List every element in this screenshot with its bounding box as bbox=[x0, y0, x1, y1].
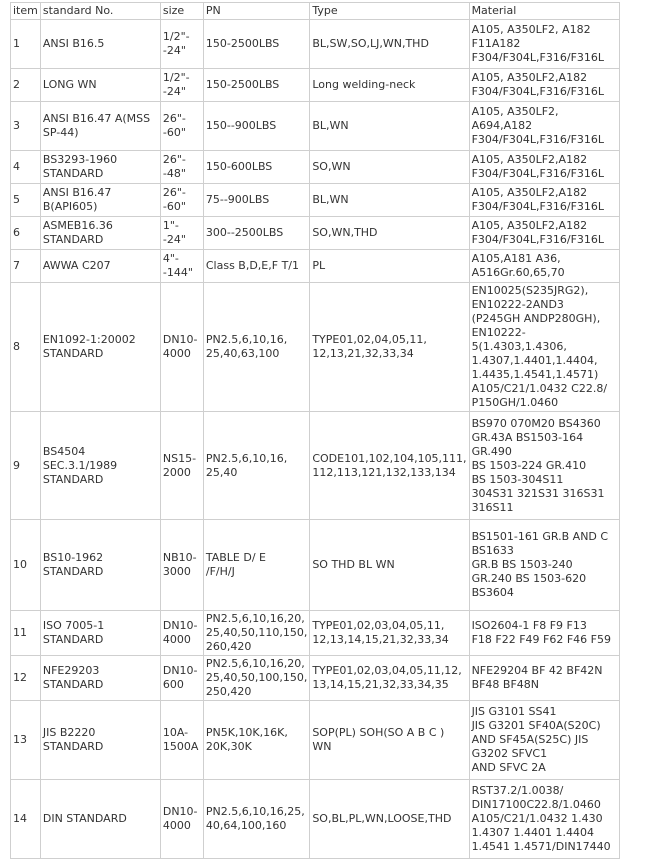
header-type: Type bbox=[310, 3, 469, 20]
table-row bbox=[11, 780, 620, 859]
cell-standard-no: ANSI B16.5 bbox=[40, 20, 160, 69]
cell-item: 2 bbox=[11, 69, 41, 102]
cell-type: BL,WN bbox=[310, 184, 469, 217]
cell-type: TYPE01,02,03,04,05,11, 12,13,14,15,21,32,33,34 bbox=[310, 611, 469, 656]
cell-standard-no: AWWA C207 bbox=[40, 250, 160, 283]
cell-size: DN10- 4000 bbox=[160, 611, 203, 656]
cell-size: 26"- -48" bbox=[160, 151, 203, 184]
cell-size: 1/2"- -24" bbox=[160, 20, 203, 69]
table-row bbox=[11, 656, 620, 701]
cell-size: 1"- -24" bbox=[160, 217, 203, 250]
cell-standard-no: BS4504 SEC.3.1/1989 STANDARD bbox=[40, 412, 160, 520]
cell-item: 10 bbox=[11, 520, 41, 611]
cell-type: SO,WN,THD bbox=[310, 217, 469, 250]
cell-standard-no: BS10-1962 STANDARD bbox=[40, 520, 160, 611]
cell-type: SO,BL,PL,WN,LOOSE,THD bbox=[310, 780, 469, 859]
cell-pn: Class B,D,E,F T/1 bbox=[203, 250, 309, 283]
cell-type: TYPE01,02,03,04,05,11,12, 13,14,15,21,32,33,34,35 bbox=[310, 656, 469, 701]
header-pn: PN bbox=[203, 3, 309, 20]
cell-pn: PN2.5,6,10,16, 25,40 bbox=[203, 412, 309, 520]
cell-type: TYPE01,02,04,05,11, 12,13,21,32,33,34 bbox=[310, 283, 469, 412]
cell-type: SO,WN bbox=[310, 151, 469, 184]
cell-size: DN10- 4000 bbox=[160, 283, 203, 412]
cell-size: NS15- 2000 bbox=[160, 412, 203, 520]
table-header bbox=[11, 3, 620, 20]
cell-standard-no: JIS B2220 STANDARD bbox=[40, 701, 160, 780]
cell-standard-no: DIN STANDARD bbox=[40, 780, 160, 859]
cell-type: BL,WN bbox=[310, 102, 469, 151]
table-row bbox=[11, 151, 620, 184]
cell-material: EN10025(S235JRG2), EN10222-2AND3 (P245GH ANDP280GH), EN10222-5(1.4303,1.4306, 1.4307,1.4401,1.4404, 1.4435,1.4541,1.4571) A105/C21/1.0432 C22.8/ P150GH/1.0460 bbox=[469, 283, 619, 412]
cell-pn: TABLE D/ E /F/H/J bbox=[203, 520, 309, 611]
cell-item: 4 bbox=[11, 151, 41, 184]
cell-type: SOP(PL) SOH(SO A B C ) WN bbox=[310, 701, 469, 780]
cell-pn: 300--2500LBS bbox=[203, 217, 309, 250]
cell-pn: 75--900LBS bbox=[203, 184, 309, 217]
cell-material: A105, A350LF2,A182 F304/F304L,F316/F316L bbox=[469, 184, 619, 217]
table-row bbox=[11, 412, 620, 520]
cell-material: NFE29204 BF 42 BF42N BF48 BF48N bbox=[469, 656, 619, 701]
cell-pn: PN2.5,6,10,16, 25,40,63,100 bbox=[203, 283, 309, 412]
table-row bbox=[11, 701, 620, 780]
header-standard-no: standard No. bbox=[40, 3, 160, 20]
cell-material: A105, A350LF2,A182 F304/F304L,F316/F316L bbox=[469, 217, 619, 250]
cell-type: SO THD BL WN bbox=[310, 520, 469, 611]
cell-size: 26"- -60" bbox=[160, 102, 203, 151]
cell-standard-no: ANSI B16.47 B(API605) bbox=[40, 184, 160, 217]
table-row bbox=[11, 520, 620, 611]
cell-pn: PN5K,10K,16K, 20K,30K bbox=[203, 701, 309, 780]
cell-standard-no: ANSI B16.47 A(MSS SP-44) bbox=[40, 102, 160, 151]
cell-standard-no: ISO 7005-1 STANDARD bbox=[40, 611, 160, 656]
cell-size: DN10- 600 bbox=[160, 656, 203, 701]
cell-type: BL,SW,SO,LJ,WN,THD bbox=[310, 20, 469, 69]
header-item: item bbox=[11, 3, 41, 20]
cell-pn: 150-600LBS bbox=[203, 151, 309, 184]
cell-item: 3 bbox=[11, 102, 41, 151]
cell-standard-no: EN1092-1:20002 STANDARD bbox=[40, 283, 160, 412]
cell-size: DN10- 4000 bbox=[160, 780, 203, 859]
cell-material: BS1501-161 GR.B AND C BS1633 GR.B BS 1503-240 GR.240 BS 1503-620 BS3604 bbox=[469, 520, 619, 611]
cell-standard-no: ASMEB16.36 STANDARD bbox=[40, 217, 160, 250]
cell-size: 4"- -144" bbox=[160, 250, 203, 283]
cell-standard-no: NFE29203 STANDARD bbox=[40, 656, 160, 701]
table-row bbox=[11, 217, 620, 250]
cell-pn: PN2.5,6,10,16,25, 40,64,100,160 bbox=[203, 780, 309, 859]
cell-material: RST37.2/1.0038/ DIN17100C22.8/1.0460 A105/C21/1.0432 1.430 1.4307 1.4401 1.4404 1.4541 1.4571/DIN17440 bbox=[469, 780, 619, 859]
cell-item: 11 bbox=[11, 611, 41, 656]
cell-size: 1/2"- -24" bbox=[160, 69, 203, 102]
table-row bbox=[11, 611, 620, 656]
cell-standard-no: BS3293-1960 STANDARD bbox=[40, 151, 160, 184]
cell-size: 26"- -60" bbox=[160, 184, 203, 217]
cell-material: A105, A350LF2,A182 F304/F304L,F316/F316L bbox=[469, 69, 619, 102]
cell-pn: PN2.5,6,10,16,20, 25,40,50,100,150, 250,420 bbox=[203, 656, 309, 701]
cell-pn: 150-2500LBS bbox=[203, 20, 309, 69]
cell-item: 12 bbox=[11, 656, 41, 701]
cell-material: BS970 070M20 BS4360 GR.43A BS1503-164 GR.490 BS 1503-224 GR.410 BS 1503-304S11 304S31 321S31 316S31 316S11 bbox=[469, 412, 619, 520]
cell-material: JIS G3101 SS41 JIS G3201 SF40A(S20C) AND SF45A(S25C) JIS G3202 SFVC1 AND SFVC 2A bbox=[469, 701, 619, 780]
cell-item: 13 bbox=[11, 701, 41, 780]
cell-item: 8 bbox=[11, 283, 41, 412]
cell-standard-no: LONG WN bbox=[40, 69, 160, 102]
cell-material: ISO2604-1 F8 F9 F13 F18 F22 F49 F62 F46 F59 bbox=[469, 611, 619, 656]
table-row bbox=[11, 69, 620, 102]
table-row bbox=[11, 102, 620, 151]
cell-type: Long welding-neck bbox=[310, 69, 469, 102]
table-row bbox=[11, 20, 620, 69]
cell-item: 7 bbox=[11, 250, 41, 283]
cell-type: CODE101,102,104,105,111, 112,113,121,132,133,134 bbox=[310, 412, 469, 520]
flange-standards-table bbox=[10, 2, 620, 859]
cell-material: A105, A350LF2, A694,A182 F304/F304L,F316/F316L bbox=[469, 102, 619, 151]
header-row bbox=[11, 3, 620, 20]
header-size: size bbox=[160, 3, 203, 20]
cell-pn: 150--900LBS bbox=[203, 102, 309, 151]
cell-item: 1 bbox=[11, 20, 41, 69]
table-row bbox=[11, 184, 620, 217]
cell-type: PL bbox=[310, 250, 469, 283]
cell-item: 14 bbox=[11, 780, 41, 859]
cell-material: A105, A350LF2,A182 F304/F304L,F316/F316L bbox=[469, 151, 619, 184]
cell-size: NB10- 3000 bbox=[160, 520, 203, 611]
table-body bbox=[11, 20, 620, 859]
header-material: Material bbox=[469, 3, 619, 20]
cell-pn: PN2.5,6,10,16,20, 25,40,50,110,150, 260,420 bbox=[203, 611, 309, 656]
table-row bbox=[11, 283, 620, 412]
cell-item: 9 bbox=[11, 412, 41, 520]
cell-pn: 150-2500LBS bbox=[203, 69, 309, 102]
cell-material: A105, A350LF2, A182 F11A182 F304/F304L,F316/F316L bbox=[469, 20, 619, 69]
table-row bbox=[11, 250, 620, 283]
cell-item: 5 bbox=[11, 184, 41, 217]
cell-item: 6 bbox=[11, 217, 41, 250]
cell-size: 10A- 1500A bbox=[160, 701, 203, 780]
cell-material: A105,A181 A36, A516Gr.60,65,70 bbox=[469, 250, 619, 283]
